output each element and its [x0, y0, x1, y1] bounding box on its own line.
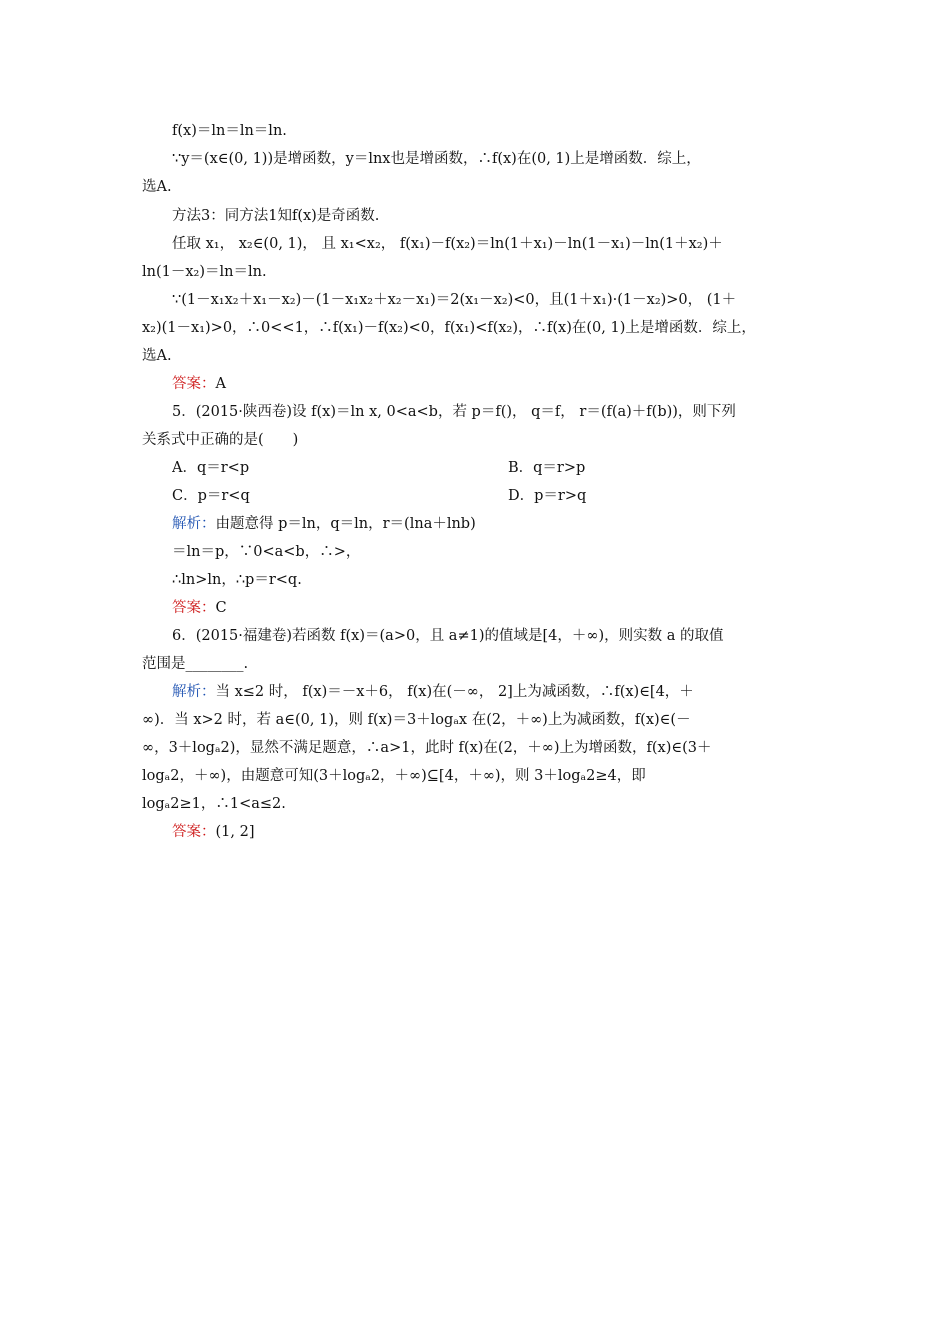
option-b: B．q＝r>p [508, 460, 586, 476]
text-line: 范围是________. [142, 656, 249, 672]
option-a: A．q＝r<p [172, 460, 250, 476]
text-line: f(x)＝ln＝ln＝ln. [172, 123, 287, 139]
analysis-line [172, 514, 812, 534]
text-line: logₐ2≥1，∴1<a≤2. [142, 796, 286, 812]
analysis-label: 解析： [172, 516, 216, 532]
text-line: 选A. [142, 179, 172, 195]
answer-value: C [215, 600, 227, 616]
text-line: x₂)(1－x₁)>0，∴0<<1，∴f(x₁)－f(x₂)<0，f(x₁)<f(x₂)，∴f(x)在(0, 1)上是增函数．综上， [142, 320, 756, 336]
text-line: 选A. [142, 348, 172, 364]
text-line: ln(1－x₂)＝ln＝ln. [142, 264, 267, 280]
option-c: C．p＝r<q [172, 488, 250, 504]
answer-line [172, 822, 812, 842]
answer-line [172, 374, 812, 394]
text-line: 关系式中正确的是( ) [142, 432, 299, 448]
answer-label: 答案： [172, 824, 216, 840]
text-line: 方法3：同方法1知f(x)是奇函数. [172, 208, 380, 224]
question-6: 6．(2015·福建卷)若函数 f(x)＝(a>0，且 a≠1)的值域是[4，＋∞)，则实数 a 的取值 [172, 628, 724, 644]
analysis-text: 由题意得 p＝ln，q＝ln，r＝(lna＋lnb) [215, 516, 476, 532]
text-line: 任取 x₁， x₂∈(0, 1)， 且 x₁<x₂， f(x₁)－f(x₂)＝ln(1＋x₁)－ln(1－x₁)－ln(1＋x₂)＋ [172, 236, 723, 252]
text-line: logₐ2，＋∞)，由题意可知(3＋logₐ2，＋∞)⊆[4，＋∞)，则 3＋logₐ2≥4，即 [142, 768, 646, 784]
answer-label: 答案： [172, 376, 216, 392]
analysis-label: 解析： [172, 684, 216, 700]
analysis-text: 当 x≤2 时， f(x)＝－x＋6， f(x)在(－∞， 2]上为减函数，∴f(x)∈[4，＋ [215, 684, 694, 700]
text-line: ∴ln>ln，∴p＝r<q. [172, 572, 302, 588]
text-line: ∞)．当 x>2 时，若 a∈(0, 1)，则 f(x)＝3＋logₐx 在(2，＋∞)上为减函数，f(x)∈(－ [142, 712, 691, 728]
text-line: ∞，3＋logₐ2)，显然不满足题意，∴a>1，此时 f(x)在(2，＋∞)上为增函数，f(x)∈(3＋ [142, 740, 712, 756]
text-line: ∵y＝(x∈(0, 1))是增函数，y＝lnx也是增函数，∴f(x)在(0, 1)上是增函数．综上， [172, 151, 701, 167]
text-line: ∵(1－x₁x₂＋x₁－x₂)－(1－x₁x₂＋x₂－x₁)＝2(x₁－x₂)<0，且(1＋x₁)·(1－x₂)>0， (1＋ [172, 292, 737, 308]
analysis-line [172, 682, 812, 702]
question-5: 5．(2015·陕西卷)设 f(x)＝ln x, 0<a<b，若 p＝f()， q＝f， r＝(f(a)＋f(b))，则下列 [172, 404, 736, 420]
answer-value: A [215, 376, 226, 392]
answer-value: (1, 2] [215, 824, 255, 840]
answer-label: 答案： [172, 600, 216, 616]
option-d: D．p＝r>q [508, 488, 587, 504]
text-line: ＝ln＝p，∵0<a<b，∴>， [172, 544, 361, 560]
answer-line [172, 598, 812, 618]
